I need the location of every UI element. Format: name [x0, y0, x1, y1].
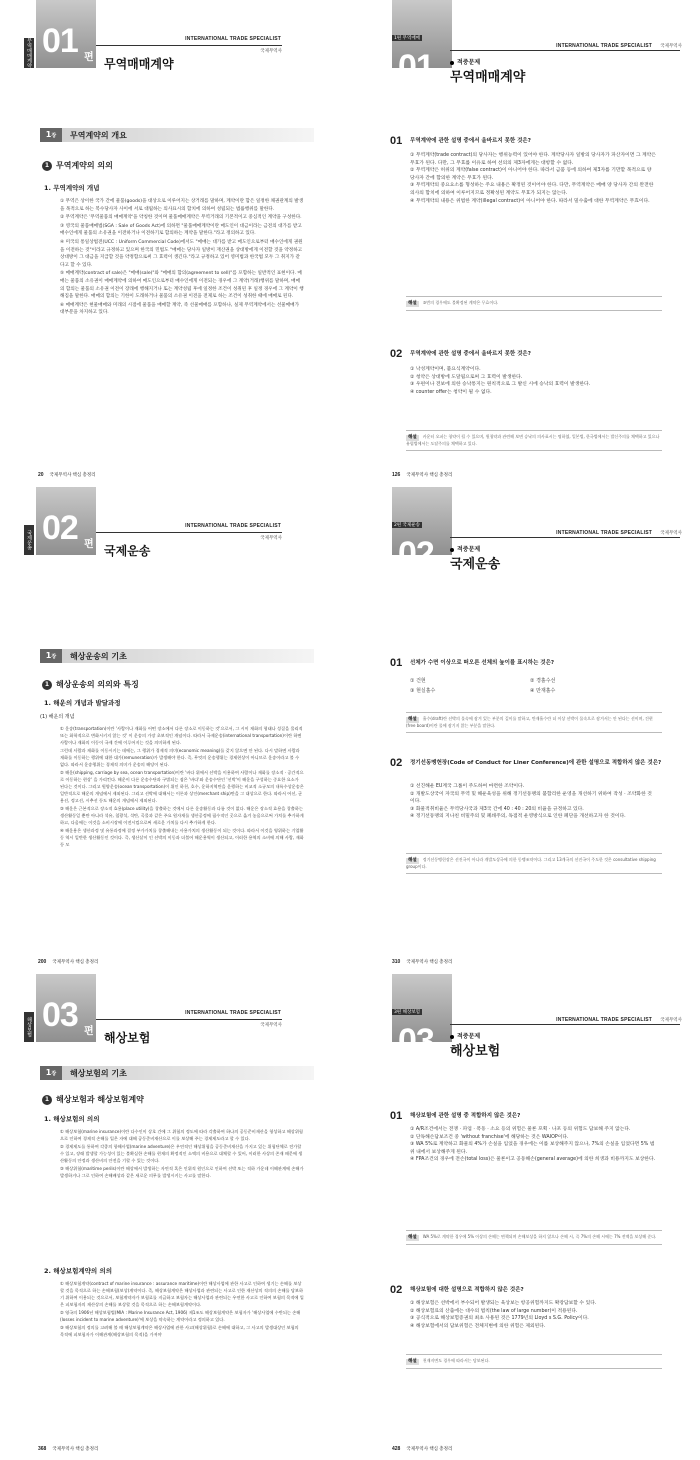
header-rule: [450, 1024, 680, 1025]
option: ② 해상보험료의 산출에는 대수의 법칙(the law of large number)이 적용된다.: [410, 1308, 578, 1314]
side-tag: 무역매매계약: [26, 38, 32, 68]
spec-sub: 국제무역사: [260, 536, 282, 541]
question-number: 01: [390, 657, 403, 669]
question-number: 02: [390, 1284, 403, 1296]
option-list: [410, 1126, 656, 1164]
part-number: 01: [42, 22, 78, 60]
question-number: 01: [390, 135, 403, 147]
spec-label: INTERNATIONAL TRADE SPECIALIST: [185, 1010, 281, 1016]
mini-tag: 3편 해상보험: [394, 1010, 421, 1015]
paragraph: 그런데 사람과 재화를 이동시키는 데에는, 그 행위가 경제적 의미(economic meaning)를 갖지 않으면 안 된다. 다시 말하면 사람과 재화를 이동하는 행위에 대한 대가(remuneration)가 발생해야 한다. 즉, 무엇의 운송행위는 경제현상이 아니므로 운송이라고 볼 수 없다. 따라서 운송행위는 경제적 의미가 운송의 해당이 된다.: [60, 748, 300, 767]
page-footer: 126 국제무역사 핵심 총정리: [392, 472, 453, 478]
header-rule: [96, 1019, 282, 1020]
paragraph: ① 해상보험(marine insurance)이란 다수인이 상호 간에 그 위험의 정도에 따라 각출하여 하나의 공동준비재산을 형성하고 해상위험으로 인하여 경제적 손해를 입은 자에 대해 공동준비재산으로 이를 보상해 주는 경제제도라고 할 수 있다.: [60, 1129, 303, 1141]
paragraph: ③ 해상위험(maritime perils)이란 해상에서 발생하는 자연적 혹은 인위적 원인으로 인하여 선박 또는 적하 가운데 이해관계에 손해가 발생하거나 그로 인하여 손해배상과 같은 새로운 의무를 발생시키는 사고를 말한다.: [60, 1166, 304, 1178]
option: ③ 우편이나 전보에 의한 승낙통지는 원칙적으로 그 발신 시에 승낙의 효력이 발생한다.: [410, 382, 591, 388]
subsection-heading: 2. 해상보험계약의 의의: [44, 1267, 113, 1275]
part-suffix: 편: [440, 563, 450, 574]
option: ① 건현: [410, 678, 426, 684]
section-heading: 1 해상운송의 의의와 특징: [42, 679, 139, 690]
section-heading: 1 무역계약의 의의: [42, 160, 113, 171]
mini-tag: 2편 국제운송: [394, 523, 421, 528]
page-310: [350, 487, 700, 973]
body-text: [60, 1128, 304, 1180]
option: ④ counter offer는 청약이 될 수 없다.: [410, 389, 492, 395]
part-number: 01: [398, 48, 434, 86]
option: ② 개발도상국이 자국의 무역 및 해운육성을 위해 정기선동맹의 불합리한 운영을 개선하기 위하여 작성 · 조약화한 것이다.: [410, 791, 652, 805]
option: ③ 무역계약의 중요요소를 형성하는 주요 내용은 확정된 것이어야 한다. 다만, 무역계약은 매매 양 당사자 간의 완전한 의사의 합치에 의하여 이루어지므로 정확성된 계약도 무효가 되지는 않는다.: [410, 183, 654, 196]
option: ③ 공식적으로 해상보험증권의 최초 사용된 것은 1779년의 Lloyd s S.G. Policy이다.: [410, 1316, 589, 1322]
page-footer: 310 국제무역사 핵심 총정리: [392, 959, 453, 965]
option: ④ 만재흘수: [530, 688, 556, 694]
spec-label: INTERNATIONAL TRADE SPECIALIST: [556, 43, 652, 49]
option: ① 낙성계약이며, 불요식계약이다.: [410, 367, 481, 372]
question-number: 01: [390, 1110, 403, 1122]
part-title: 국제운송: [450, 557, 501, 572]
paragraph: ⑤ 매매계약(contract of sale)은 "매매(sale)"와 "매매의 합의(agreement to sell)"를 포함하는 일반적인 표현이다. 매매는 물품의 소유권이 매매계약에 의하여 매도인으로부터 매수인에게 이전되는 경우에 그 계약(거래)행위를 말하며, 매매의 합의는 물품의 소유권 이전이 장래에 행해지거나 또는 계약성립 후에 일정한 조건이 성취된 후 일정 경우에 그 계약이 행해짐을 말한다. 매매의 합의는 기한이 도래하거나 물품의 소유권 이전을 전제로 하는 조건이 성취한 때에 매매로 된다.: [60, 271, 304, 300]
header-rule: [96, 45, 282, 46]
explanation-box: 해설 흘수(draft)란 선박의 물속에 잠겨 있는 부분의 깊이를 말하고, 만재흘수란 더 이상 선박이 물속으로 잠겨서는 안 된다는 선이며, 건현(free board)이란 물에 잠기지 않는 부분을 말한다.: [406, 712, 662, 733]
part-number: 03: [42, 996, 78, 1034]
option-grid: [410, 677, 650, 695]
option: ② 단독해손담보조건 중 'without franchise'에 해당하는 것은 WAIOP이다.: [410, 1134, 569, 1140]
explanation-box: 해설 ③번의 경우에도 불확정된 계약은 무효이다.: [406, 296, 662, 311]
question-number: 02: [390, 348, 403, 360]
subsection-heading: 1. 해상보험의 의의: [44, 1115, 100, 1123]
option: ④ 정기선동맹의 지나친 비밀주의 및 폐쇄주의, 독점적 운영방식으로 인한 폐단을 개선하고자 한 것이다.: [410, 814, 626, 820]
side-tag: 국제운송: [24, 525, 34, 555]
paragraph: ⑥ 매매계약은 현물매매와 미래의 시점에 물품을 매매할 계약, 즉 선물매매를 포함하나, 실제 무역계약에서는 선물매매가 대부분을 차지하고 있다.: [60, 302, 300, 316]
option-list: [410, 783, 656, 821]
paragraph: ② 경제제도를 통하여 각종의 항해사업(marine adventure)은 우연적인 해상위험을 공동준비재산을 가지고 있는 위험단체로 전가할 수 있고, 장래 발생할 가능성이 있는 불확실한 손해를 현재의 확정적인 소액의 비용으로 대체할 수 있어, 이러한 사상의 존재 때문에 생산활동의 안정과 생산비의 안전을 기할 수 있는 것이다.: [60, 1144, 303, 1163]
option: ③ WA 5%로 계약하고 화물의 4%가 손실을 입었을 경우에는 이를 보상해주지 않으나, 7%의 손실을 입었다면 5% 범위 내에서 보상해주게 된다.: [410, 1142, 655, 1155]
explanation-box: 해설 WA 5%로 계약한 경우에 5% 이상의 손해는 면책되며 손해보상을 하지 않으나 손해 시, 즉 7%의 손해 시에는 7% 전액을 보상해 준다.: [406, 1230, 662, 1245]
part-suffix: 편: [84, 539, 94, 550]
paragraph: ③ 해운은 근본적으로 장소적 효용(place utility)을 창출하는 것에서 다른 운송활동과 다름 것이 없다. 해운은 장소적 효용을 창출하는 생산활동일 뿐만 아니라 석유, 철광석, 석탄, 곡물과 같은 주요 원자재를 생산공정에 필수적인 곳으로 옮겨 놓음으로써 가치를 추가하게 하고, 다음에는 이것을 소비시장에 이전시킴으로써 새로운 가치를 다시 추가하게 한다.: [60, 806, 304, 825]
option: ② 경흘수선: [530, 678, 556, 684]
spec-label: INTERNATIONAL TRADE SPECIALIST: [185, 523, 281, 529]
chapter-number: 1장: [40, 128, 62, 142]
spec-label: INTERNATIONAL TRADE SPECIALIST: [556, 1017, 652, 1023]
body-text: [60, 198, 304, 318]
page-428: [350, 974, 700, 1460]
explanation-box: 해설 카운터 오퍼는 청약이 될 수 있으며, 원청약과 관련해 보면 승낙의 의사표시는 명하였, 일본법, 한국법에서는 발신주의를 채택하고 있으나 유럽법에서는 도달주의를 채택하고 있다.: [406, 430, 662, 451]
option: ③ 화물적취비율은 무역당사국과 제3국 간에 40 : 40 : 20의 비율을 규정하고 있다.: [410, 806, 584, 812]
explanation-box: 해설 정기선동맹헌장은 선진국이 아니라 개발도상국에 의한 동맹조약이다. 그리고 13개국의 선진국이 주도한 것은 consultative shipping group이다.: [406, 853, 662, 874]
option: ② 무역계약은 허위의 계약(false contract)이 아니어야 한다. 따라서 금품 등에 의하여 제3자를 기만할 목적으로 양당사자 간에 합의한 계약은 무효가 된다.: [410, 168, 652, 181]
question-number: 02: [390, 757, 403, 769]
mini-tag: 1편 무역매매: [394, 36, 421, 41]
chapter-number: 1장: [40, 1066, 62, 1080]
part-title: 해상보험: [104, 1031, 151, 1045]
option: ④ 무역계약의 내용은 위법한 계약(illegal contract)이 아니어야 한다. 따라서 밀수출에 대한 무역계약은 무효이다.: [410, 198, 650, 204]
paragraph: ① 운송(transportation)이란 '사람이나 재화를 어떤 장소에서 다른 장소로 이동하는 것'으로서, 그 시이 재화의 형태나 성질을 물리적 또는 화학적으로 변화시키지 않는 것' 이 운송의 가장 초보적인 개념이다. 따라서 국제운송(international transportation)이란 하면 사람이나 재화의 이동이 국제 간에 이루어지는 것을 의미하게 된다.: [60, 726, 303, 745]
option: ③ 현실흘수: [410, 688, 436, 694]
paragraph: ③ 해상보험의 정의를 고려해 볼 때 해상보험계약은 해상사업에 관한 사고(해상위험)로 손해에 대하고, 그 사고의 발생대상인 보험의 목적에 피보험자가 이해관계(해상보험의 목적)을 가져야: [60, 1325, 299, 1337]
subsection-heading: 1. 해운의 개념과 발달과정: [44, 699, 121, 707]
page-footer: 20 국제무역사 핵심 총정리: [38, 472, 96, 478]
option: ① A/R조건에서는 전쟁 · 파업 · 폭동 · 소요 등의 위험은 물론 포획 · 나포 등의 위험도 담보해 주지 않는다.: [410, 1127, 631, 1132]
chapter-banner: [40, 128, 314, 142]
option-list: [410, 152, 656, 205]
tagline: 적중문제: [450, 1031, 480, 1040]
paragraph: ② 무역계약은 '무역물품의 매매계약'을 약칭한 것이며 물품매매계약은 무역거래의 기본적이고 중심적인 계약을 구성한다.: [60, 215, 302, 221]
header-rule: [450, 50, 680, 51]
question-text: 선체가 수면 이상으로 떠오른 선체의 높이를 표시하는 것은?: [410, 660, 555, 666]
part-number: 02: [398, 535, 434, 573]
paragraph: ② 해운(shipping, carriage by sea, ocean transportation)이란 '바다 위에서 선박을 이용하여 사람이나 재화를 장소적 · 공간적으로 이동하는 현상' 을 가리킨다. 해운이 다른 운송수단과 구별되는 점은 '바다'와 운송수단인 '선박'이 해운을 구성하는 중요한 요소가 된다는 것이다. 그리고 원양운송(ocean transportation)이 위인 하천, 호수, 운하지역만을 운행하는 비교적 소규모의 내륙수상운송은 일반적으로 해운의 개념에서 제외된다. 그리고 선박에 대해서는 이론과 상인(merchant ship)만을 그 대상으로 한다. 따라서 어선, 군용선, 정고선, 시추선 등도 해운의 개념에서 제외된다.: [60, 770, 304, 803]
option: ① 선진해운 EU계국 그룹이 주도하여 마련한 조약이다.: [410, 784, 525, 789]
page-footer: 428 국제무역사 핵심 총정리: [392, 1446, 453, 1452]
paragraph: ③ 영국의 물품매매법(SGA : Sale of Goods Act)에 의하면 "물품매매계약이란 매도인이 대금이라는 금전의 대가를 받고 매수인에게 물품의 소유권을 이전하거나 이전하기로 합의하는 계약을 말한다."라고 정의하고 있다.: [60, 223, 302, 237]
header-rule: [96, 532, 282, 533]
explanation-box: 해설 천재지변도 경우에 따라서는 담보된다.: [406, 1354, 662, 1369]
section-heading: 1 해상보험과 해상보험계약: [42, 1094, 144, 1105]
part-title: 무역매매계약: [104, 57, 174, 71]
spec-sub: 국제무역사: [660, 531, 682, 536]
paragraph: ① 해상보험계약(contract of marine insurance : assurance maritime)이란 해상사업에 관한 사고로 인하여 생기는 손해를 보상할 것을 목적으로 하는 손해보험(보상)계약이다. 즉, 해상보험계약은 해상사업과 관련되는 사고로 인한 재산상의 적의의 손해를 담보하기 위하여 이용되는 것으로서, 보험계약자가 보험료를 지급하고 보험자는 해상사업과 관련되는 우연한 사고로 인하여 보험의 목적에 입은 피보험자의 재산상의 손해를 보상할 것을 목적으로 하는 손해보험계약이다.: [60, 1281, 304, 1307]
spec-label: INTERNATIONAL TRADE SPECIALIST: [185, 36, 281, 42]
chapter-banner: [40, 1066, 314, 1080]
chapter-number: 1장: [40, 649, 62, 663]
subsubsection-heading: (1) 해운의 개념: [40, 714, 75, 720]
side-tag: 해상보험: [24, 1012, 34, 1042]
body-text: [60, 725, 304, 849]
part-suffix: 편: [84, 52, 94, 63]
page-20: [0, 0, 350, 486]
chapter-title: 해상보험의 기초: [70, 1069, 127, 1078]
spec-sub: 국제무역사: [260, 49, 282, 54]
chapter-title: 무역계약의 개요: [70, 131, 127, 140]
paragraph: ④ 미국의 통일상법전(UCC : Uniform Commercial Code)에서도 "매매는 대가를 받고 매도인으로부터 매수인에게 권원을 이전하는 것"이라고 규정하고 있으며 한국의 민법도 "매매는 당사자 일방이 재산권을 상대방에게 이전할 것을 약정하고 상대방이 그 대금을 지급할 것을 약정함으로써 그 효력이 생긴다."라고 규정하고 있어 영미법과 한국법 모두 그 취지가 같다고 할 수 있다.: [60, 239, 303, 268]
question-text: 무역계약에 관한 설명 중에서 올바르지 못한 것은?: [410, 351, 531, 357]
part-suffix: 편: [84, 1026, 94, 1037]
header-rule: [450, 537, 680, 538]
page-footer: 368 국제무역사 핵심 총정리: [38, 1446, 99, 1452]
option: ④ 해상보험에서의 담보위험은 전체지변에 의한 위험은 제외된다.: [410, 1323, 546, 1329]
option-list: [410, 366, 656, 396]
page-368: [0, 974, 350, 1460]
part-title: 해상보험: [450, 1044, 501, 1059]
question-text: 해상보험에 대한 설명으로 적합하지 않은 것은?: [410, 1287, 524, 1293]
part-number: 02: [42, 509, 78, 547]
part-number: 03: [398, 1022, 434, 1060]
question-text: 해상보험에 관한 설명 중 적합하지 않은 것은?: [410, 1113, 521, 1119]
spec-sub: 국제무역사: [660, 1018, 682, 1023]
option: ① 해상보험은 선박에서 부수되어 발생되는 육상보는 항공위험까지도 확장담보할 수 있다.: [410, 1301, 597, 1306]
spec-sub: 국제무역사: [660, 44, 682, 49]
spec-label: INTERNATIONAL TRADE SPECIALIST: [556, 530, 652, 536]
part-suffix: 편: [440, 76, 450, 87]
chapter-title: 해상운송의 기초: [70, 652, 127, 661]
question-text: 정기선동맹헌장(Code of Conduct for Liner Conference)에 관한 설명으로 적합하지 않은 것은?: [410, 760, 662, 766]
subsection-heading: 1. 무역계약의 개념: [44, 184, 100, 192]
question-text: 무역계약에 관한 설명 중에서 올바르지 못한 것은?: [410, 138, 531, 144]
spec-sub: 국제무역사: [260, 1023, 282, 1028]
paragraph: ② 영국의 1906년 해상보험법(MIA : Marine Insurance Act, 1906) 제1조도 해상보험계약은 보험자가 '해상사업에 수반되는 손해(losses incident to marine adventure)'에 보상을 약속하는 계약이라고 정의하고 있다.: [60, 1310, 301, 1322]
paragraph: ④ 해운용은 생산과정 및 유통과정에 결정 부가가치를 창출해내는 사용가치의 생산활동이 되는 것이다. 따라서 이것을 영위하는 기업활동 역시 일반한 생산활동인 것이다. 즉, 생산살이 인 선박의 이동과 더불어 해운용역이 생산되고, 이러한 용역의 소비에 의해 사람, 재화 등 모: [60, 828, 304, 847]
tagline: 적중문제: [450, 57, 480, 66]
part-title: 무역매매계약: [450, 70, 526, 85]
tagline: 적중문제: [450, 544, 480, 553]
page-footer: 200 국제무역사 핵심 총정리: [38, 959, 99, 965]
paragraph: ① 무역은 상이한 국가 간에 물품(goods)을 대상으로 이루어지는 상거래를 말하며, 계약이란 합은 일정한 채권관계의 발생을 목적으로 하는 복수당사자 사이에 서로 대립하는 의사표시의 합치에 의하여 성립되는 법률행위를 말한다.: [60, 199, 304, 212]
body-text: [60, 1280, 304, 1339]
page-200: [0, 487, 350, 973]
page-126: [350, 0, 700, 486]
chapter-banner: [40, 649, 314, 663]
option: ② 청약은 상대방에 도달됨으로써 그 효력이 발생한다.: [410, 374, 523, 380]
option-list: [410, 1300, 656, 1330]
option: ④ FPA조건의 경우에 전손(total loss)은 물론이고 공동해손(general average)에 의한 희생과 비용까지도 보상한다.: [410, 1157, 656, 1163]
option: ① 무역계약(trade contract)의 당사자는 행위능력이 있어야 한다. 계약당사자 일방의 당사자가 파산자이면 그 계약은 무효가 된다. 다만, 그 무효를 이유로 하여 선의의 제3자에게는 대항할 수 없다.: [410, 153, 656, 166]
part-suffix: 편: [440, 1050, 450, 1061]
part-title: 국제운송: [104, 544, 151, 558]
